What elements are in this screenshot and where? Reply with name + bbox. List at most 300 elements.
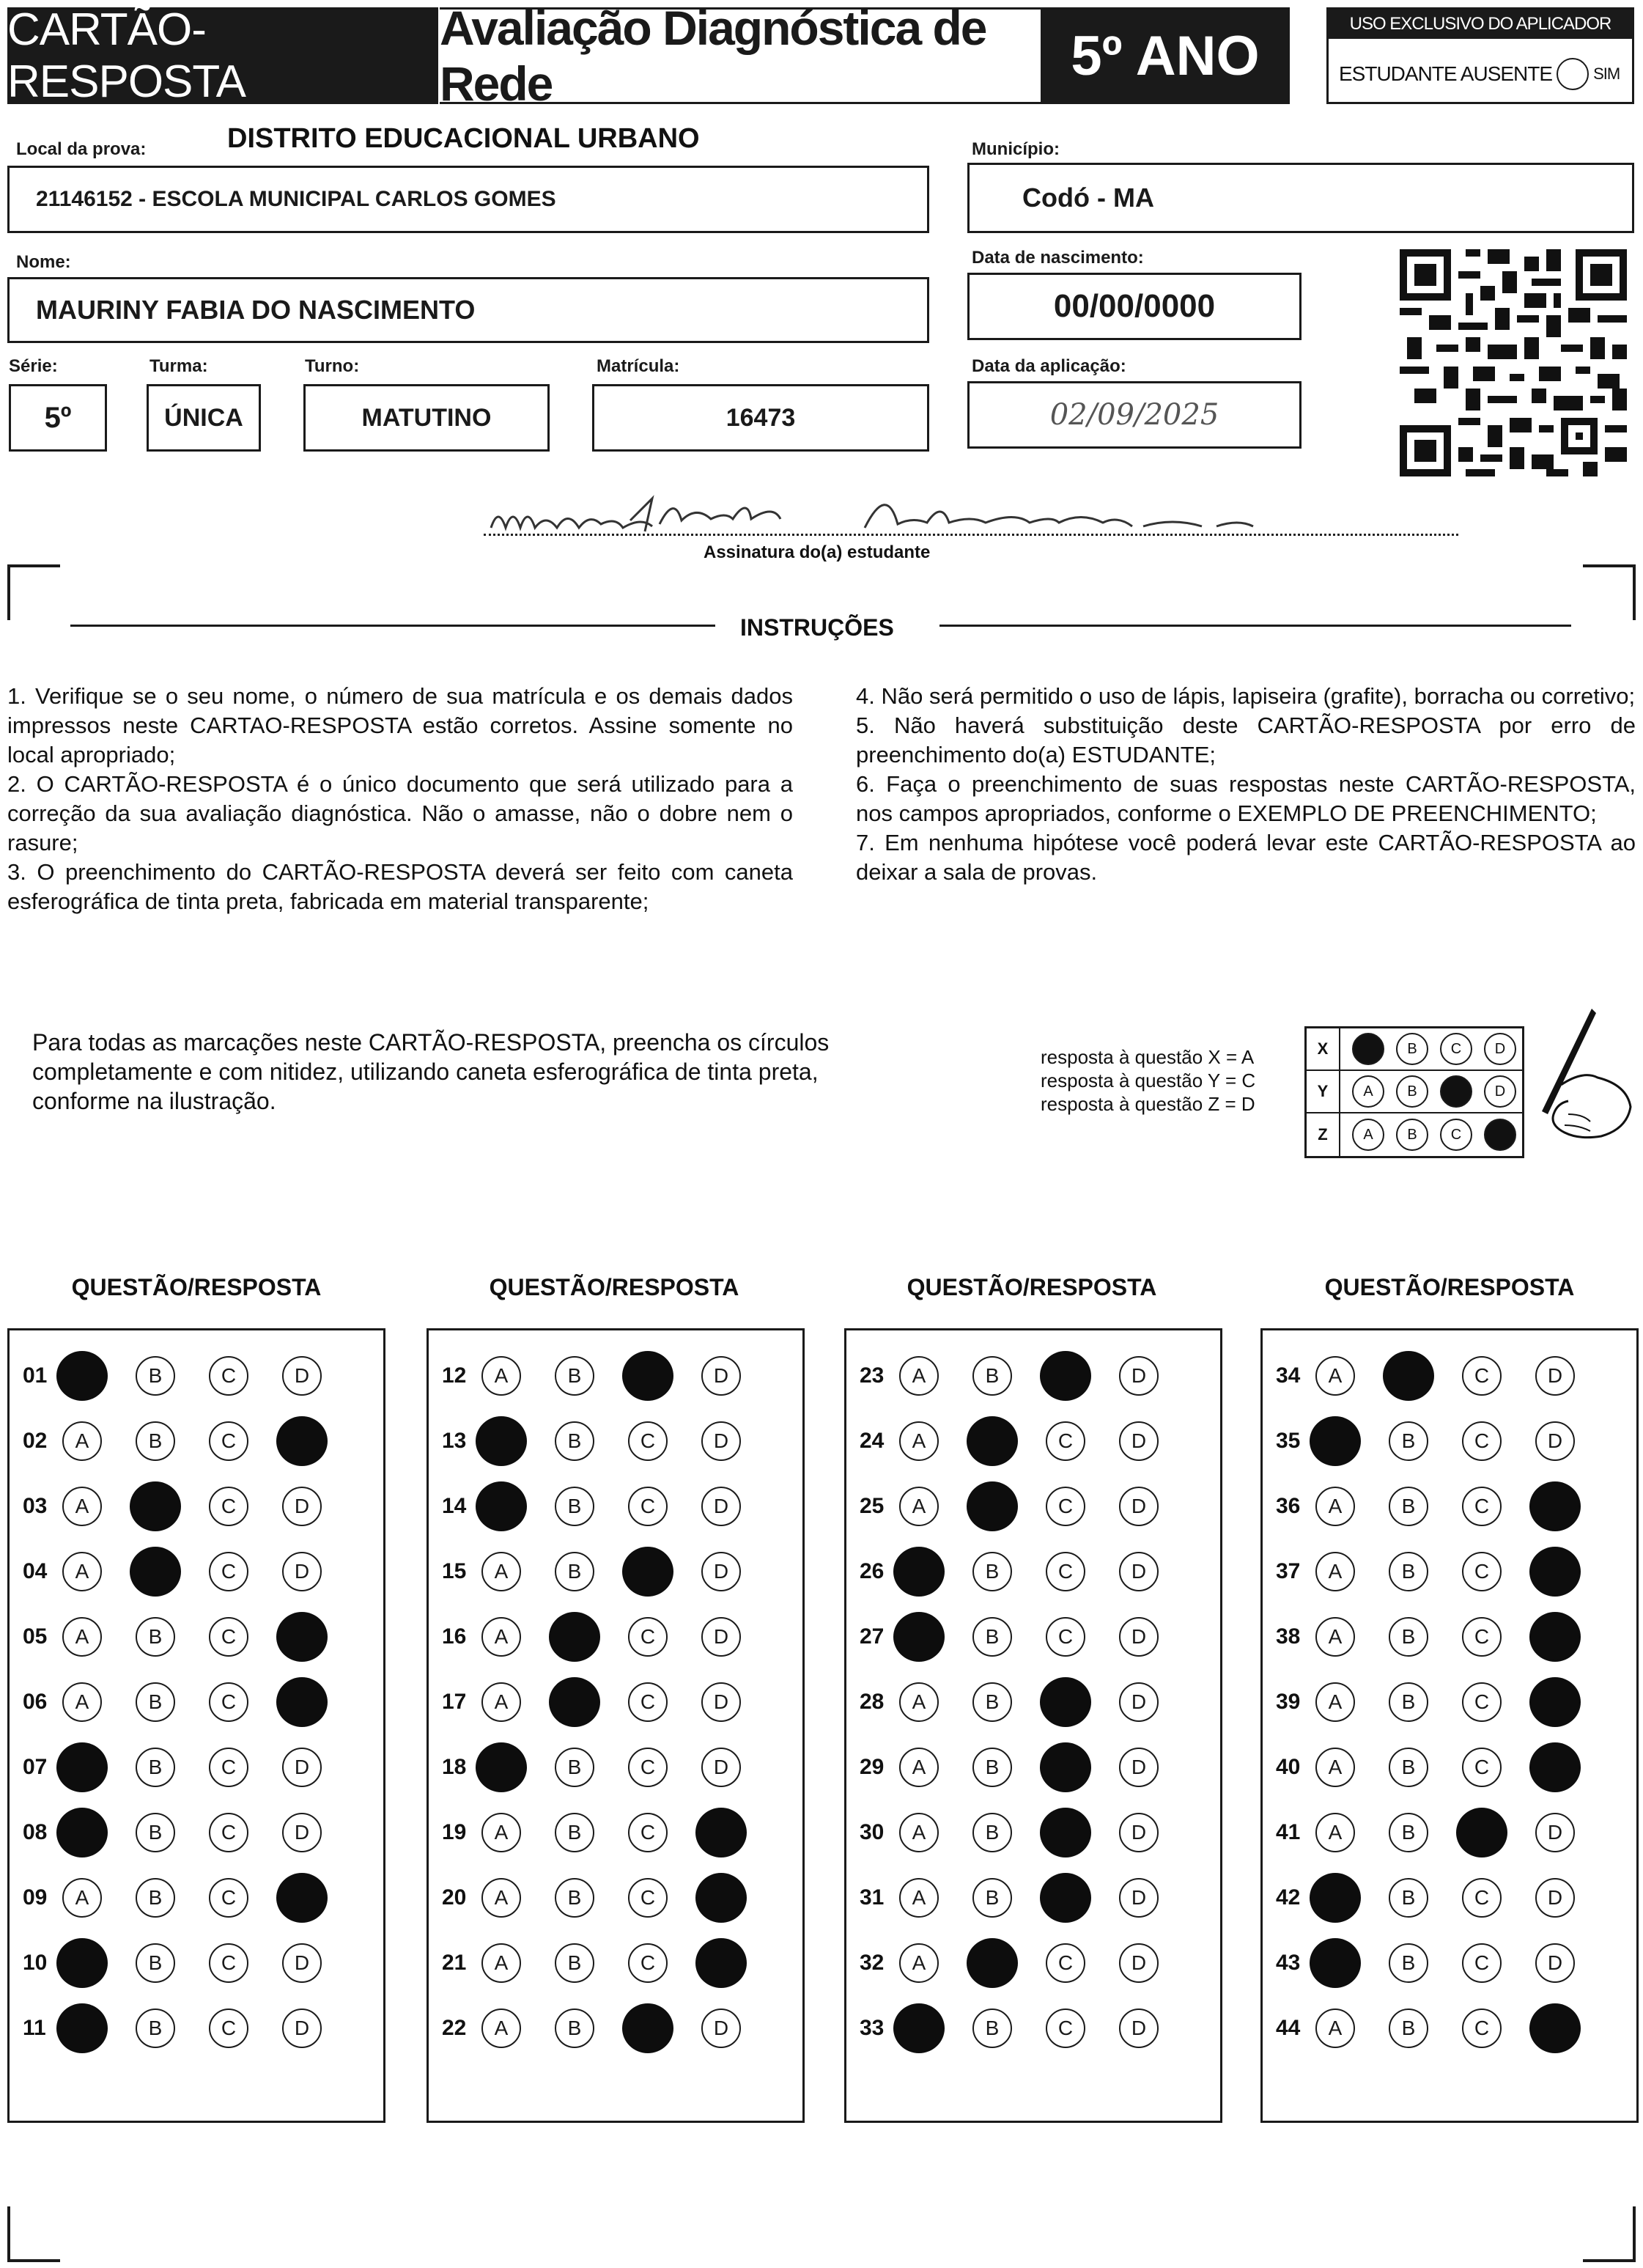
answer-bubble-b[interactable]: B — [555, 1813, 594, 1852]
answer-bubble-b[interactable]: B — [136, 1617, 175, 1657]
answer-bubble-a[interactable]: A — [899, 1682, 939, 1722]
answer-bubble-b[interactable]: B — [1389, 1878, 1428, 1918]
answer-bubble-d-marked[interactable] — [695, 1808, 747, 1858]
aplicacao-field — [967, 381, 1302, 449]
answer-bubble-b[interactable]: B — [555, 1552, 594, 1591]
answer-bubble-a-marked[interactable] — [893, 1612, 945, 1662]
answer-bubble-a[interactable]: A — [899, 1878, 939, 1918]
answer-bubble-c[interactable]: C — [628, 1421, 668, 1461]
answer-bubble-b[interactable]: B — [555, 1421, 594, 1461]
question-number: 20 — [442, 1885, 467, 1910]
question-number: 11 — [23, 2016, 46, 2040]
question-number: 25 — [860, 1494, 885, 1518]
answer-bubble-c-marked[interactable] — [1456, 1808, 1507, 1858]
answer-row — [429, 1484, 775, 1528]
answer-bubble-c[interactable]: C — [1046, 1617, 1085, 1657]
instruction-item: 4. Não será permitido o uso de lápis, lapiseira (grafite), borracha ou corretivo; — [856, 683, 1636, 709]
answer-bubble-c[interactable]: C — [1462, 1878, 1502, 1918]
answer-bubble-d-marked[interactable] — [276, 1612, 328, 1662]
question-number: 19 — [442, 1820, 467, 1844]
example-row — [1307, 1071, 1522, 1113]
answer-bubble-b[interactable]: B — [1389, 1813, 1428, 1852]
answer-bubble-b[interactable]: B — [136, 2009, 175, 2048]
answer-bubble-c[interactable]: C — [209, 1356, 248, 1396]
question-number: 35 — [1276, 1429, 1301, 1453]
instruction-item: 5. Não haverá substituição deste CARTÃO-RESPOSTA por erro de preenchimento do(a) ESTUDANTE; — [856, 713, 1636, 767]
answer-bubble-c[interactable]: C — [209, 1682, 248, 1722]
answer-column-4 — [1260, 1328, 1639, 2123]
municipio-label: Município: — [972, 139, 1060, 159]
example-row-key: Z — [1307, 1113, 1340, 1156]
turno-value: MATUTINO — [361, 403, 492, 432]
answer-bubble-b[interactable]: B — [972, 1748, 1012, 1787]
answer-bubble-b[interactable]: B — [1389, 1682, 1428, 1722]
serie-field — [9, 384, 107, 452]
signature-line — [484, 534, 1458, 536]
answer-bubble-b[interactable]: B — [1389, 1748, 1428, 1787]
answer-bubble-c-marked[interactable] — [1040, 1873, 1091, 1923]
question-number: 18 — [442, 1755, 467, 1779]
answer-bubble-d[interactable]: D — [1119, 1356, 1159, 1396]
answer-bubble-c-marked[interactable] — [622, 1547, 673, 1597]
answer-bubble-c[interactable]: C — [628, 1617, 668, 1657]
serie-value: 5º — [44, 401, 72, 434]
instruction-item: 6. Faça o preenchimento de suas respostas neste CARTÃO-RESPOSTA, nos campos apropriados, conforme o EXEMPLO DE PREENCHIMENTO; — [856, 771, 1636, 826]
answer-row — [1263, 1680, 1609, 1724]
turma-value: ÚNICA — [164, 403, 243, 432]
instructions-left — [7, 682, 793, 916]
answer-row — [429, 1419, 775, 1463]
question-number: 02 — [23, 1429, 48, 1453]
answers-header-1: QUESTÃO/RESPOSTA — [71, 1274, 322, 1300]
answer-bubble-d[interactable]: D — [1119, 1421, 1159, 1461]
district-name: DISTRITO EDUCACIONAL URBANO — [227, 123, 700, 154]
answer-bubble-a[interactable]: A — [481, 1682, 521, 1722]
answer-bubble-d-marked[interactable] — [1529, 1547, 1581, 1597]
question-number: 31 — [860, 1885, 885, 1910]
answer-bubble-a-marked[interactable] — [893, 1547, 945, 1597]
question-number: 32 — [860, 1951, 885, 1975]
answer-bubble-a[interactable]: A — [1315, 1813, 1355, 1852]
answer-bubble-c[interactable]: C — [1046, 1487, 1085, 1526]
answer-column-3 — [844, 1328, 1222, 2123]
question-number: 03 — [23, 1494, 48, 1518]
answer-bubble-c[interactable]: C — [1046, 1552, 1085, 1591]
answer-bubble-d[interactable]: D — [701, 2009, 741, 2048]
question-number: 15 — [442, 1559, 467, 1583]
question-number: 01 — [23, 1363, 48, 1388]
answer-bubble-a-marked[interactable] — [56, 1351, 108, 1401]
answer-bubble-d[interactable]: D — [701, 1617, 741, 1657]
matricula-label: Matrícula: — [597, 356, 680, 376]
answer-bubble-a[interactable]: A — [62, 1552, 102, 1591]
answer-bubble-b[interactable]: B — [1389, 2009, 1428, 2048]
answer-bubble-a-marked[interactable] — [56, 1808, 108, 1858]
answer-row — [10, 1811, 355, 1855]
aplicacao-label: Data da aplicação: — [972, 356, 1126, 376]
example-bubble-d: D — [1484, 1033, 1516, 1065]
answer-bubble-b[interactable]: B — [1389, 1421, 1428, 1461]
answer-bubble-c[interactable]: C — [209, 1421, 248, 1461]
answer-bubble-a-marked[interactable] — [476, 1416, 527, 1466]
answer-bubble-c[interactable]: C — [209, 1813, 248, 1852]
instr-rule-left — [70, 625, 715, 627]
answer-bubble-c[interactable]: C — [1462, 1617, 1502, 1657]
question-number: 37 — [1276, 1559, 1301, 1583]
answer-bubble-d-marked[interactable] — [1529, 2003, 1581, 2053]
question-number: 34 — [1276, 1363, 1301, 1388]
answer-row — [429, 1354, 775, 1398]
answer-bubble-c-marked[interactable] — [1040, 1808, 1091, 1858]
answer-bubble-d[interactable]: D — [701, 1682, 741, 1722]
answer-bubble-b-marked[interactable] — [130, 1481, 181, 1531]
answer-bubble-d-marked[interactable] — [276, 1873, 328, 1923]
answer-bubble-d[interactable]: D — [1119, 1487, 1159, 1526]
answer-row — [846, 1811, 1192, 1855]
answer-bubble-d[interactable]: D — [701, 1487, 741, 1526]
grade-badge: 5º ANO — [1041, 7, 1290, 104]
answer-row — [10, 1354, 355, 1398]
fill-example-legend — [1041, 1045, 1255, 1116]
question-number: 38 — [1276, 1624, 1301, 1649]
answer-bubble-c[interactable]: C — [209, 1748, 248, 1787]
answer-bubble-c[interactable]: C — [628, 1682, 668, 1722]
answer-row — [846, 1354, 1192, 1398]
answer-column-1 — [7, 1328, 385, 2123]
example-bubble-b: B — [1396, 1033, 1428, 1065]
answer-row — [429, 1941, 775, 1985]
answer-bubble-b[interactable]: B — [136, 1748, 175, 1787]
serie-label: Série: — [9, 356, 58, 376]
example-bubble-d: D — [1484, 1075, 1516, 1108]
answer-bubble-c-marked[interactable] — [1040, 1677, 1091, 1727]
answer-row — [1263, 1941, 1609, 1985]
answer-bubble-a[interactable]: A — [1315, 1617, 1355, 1657]
answer-bubble-a-marked[interactable] — [476, 1481, 527, 1531]
answer-bubble-a[interactable]: A — [1315, 1356, 1355, 1396]
answer-bubble-a[interactable]: A — [62, 1617, 102, 1657]
instruction-item: 1. Verifique se o seu nome, o número de sua matrícula e os demais dados impressos neste CARTAO-RESPOSTA estão corretos. Assine somente no local apropriado; — [7, 683, 793, 767]
answer-bubble-b[interactable]: B — [555, 1943, 594, 1983]
corner-mark-top-left — [7, 564, 60, 620]
answer-bubble-d-marked[interactable] — [695, 1873, 747, 1923]
fill-example-grid — [1304, 1026, 1524, 1158]
answer-bubble-d-marked[interactable] — [276, 1677, 328, 1727]
answer-bubble-d[interactable]: D — [1535, 1356, 1575, 1396]
answer-bubble-d[interactable]: D — [1119, 2009, 1159, 2048]
question-number: 42 — [1276, 1885, 1301, 1910]
answer-bubble-a-marked[interactable] — [893, 2003, 945, 2053]
answer-bubble-a[interactable]: A — [899, 1356, 939, 1396]
aplicador-box — [1326, 7, 1634, 104]
answers-header-3: QUESTÃO/RESPOSTA — [907, 1274, 1157, 1300]
answer-bubble-a-marked[interactable] — [1310, 1873, 1361, 1923]
aplicador-strip: USO EXCLUSIVO DO APLICADOR — [1329, 10, 1632, 39]
answer-bubble-a[interactable]: A — [62, 1682, 102, 1722]
answer-bubble-c[interactable]: C — [209, 1943, 248, 1983]
nome-label: Nome: — [16, 252, 71, 272]
question-number: 06 — [23, 1690, 48, 1714]
turma-label: Turma: — [149, 356, 208, 376]
answer-bubble-c[interactable]: C — [1462, 1943, 1502, 1983]
answer-bubble-d-marked[interactable] — [1529, 1612, 1581, 1662]
answer-bubble-a[interactable]: A — [1315, 1682, 1355, 1722]
answer-bubble-b[interactable]: B — [136, 1878, 175, 1918]
answer-bubble-c[interactable]: C — [1462, 1748, 1502, 1787]
instruction-item: 3. O preenchimento do CARTÃO-RESPOSTA deverá ser feito com caneta esferográfica de tinta preta, fabricada em material transparente; — [7, 859, 793, 914]
answer-bubble-b[interactable]: B — [136, 1813, 175, 1852]
answer-bubble-b[interactable]: B — [972, 1682, 1012, 1722]
answer-row — [1263, 1615, 1609, 1659]
answers-header-4: QUESTÃO/RESPOSTA — [1324, 1274, 1575, 1300]
answer-bubble-d[interactable]: D — [1119, 1878, 1159, 1918]
answer-bubble-a[interactable]: A — [899, 1813, 939, 1852]
answer-bubble-b-marked[interactable] — [130, 1547, 181, 1597]
answer-bubble-c[interactable]: C — [1046, 1421, 1085, 1461]
answer-bubble-c[interactable]: C — [1462, 1487, 1502, 1526]
signature-label: Assinatura do(a) estudante — [704, 542, 931, 562]
answer-bubble-a[interactable]: A — [62, 1878, 102, 1918]
answer-bubble-d-marked[interactable] — [1529, 1481, 1581, 1531]
answer-bubble-d[interactable]: D — [701, 1748, 741, 1787]
matricula-field — [592, 384, 929, 452]
answer-bubble-a[interactable]: A — [62, 1421, 102, 1461]
answer-row — [10, 2006, 355, 2050]
answer-bubble-d-marked[interactable] — [695, 1938, 747, 1988]
answer-bubble-d[interactable]: D — [282, 1487, 322, 1526]
legend-line: resposta à questão Z = D — [1041, 1093, 1255, 1115]
answer-bubble-d[interactable]: D — [701, 1356, 741, 1396]
corner-mark-bottom-right — [1583, 2206, 1636, 2262]
answer-bubble-a[interactable]: A — [481, 1878, 521, 1918]
answer-bubble-c[interactable]: C — [1462, 1356, 1502, 1396]
answer-column-2 — [427, 1328, 805, 2123]
answer-bubble-a[interactable]: A — [62, 1487, 102, 1526]
answer-bubble-b-marked[interactable] — [967, 1938, 1018, 1988]
answer-bubble-b[interactable]: B — [972, 1813, 1012, 1852]
answer-bubble-d[interactable]: D — [282, 1552, 322, 1591]
question-number: 26 — [860, 1559, 885, 1583]
answer-bubble-b[interactable]: B — [972, 1617, 1012, 1657]
answer-bubble-d[interactable]: D — [282, 1813, 322, 1852]
example-bubble-c — [1440, 1075, 1472, 1108]
answer-bubble-b[interactable]: B — [972, 1356, 1012, 1396]
answer-row — [429, 1680, 775, 1724]
answer-row — [846, 1680, 1192, 1724]
question-number: 23 — [860, 1363, 885, 1388]
answer-bubble-d[interactable]: D — [1119, 1943, 1159, 1983]
answer-bubble-a[interactable]: A — [481, 1617, 521, 1657]
pen-hand-icon — [1510, 1004, 1634, 1151]
answer-bubble-b[interactable]: B — [136, 1356, 175, 1396]
answer-bubble-a[interactable]: A — [481, 1356, 521, 1396]
absent-student-option[interactable] — [1339, 58, 1620, 90]
answer-row — [1263, 1745, 1609, 1789]
example-row-key: X — [1307, 1028, 1340, 1069]
question-number: 05 — [23, 1624, 48, 1649]
answer-bubble-d[interactable]: D — [1119, 1617, 1159, 1657]
answer-bubble-d-marked[interactable] — [1529, 1677, 1581, 1727]
answer-bubble-c[interactable]: C — [628, 1878, 668, 1918]
answer-bubble-b[interactable]: B — [1389, 1487, 1428, 1526]
question-number: 04 — [23, 1559, 48, 1583]
answer-bubble-a[interactable]: A — [481, 1943, 521, 1983]
answer-bubble-c[interactable]: C — [1462, 1682, 1502, 1722]
local-label: Local da prova: — [16, 139, 147, 159]
answer-bubble-a[interactable]: A — [899, 1487, 939, 1526]
question-number: 09 — [23, 1885, 48, 1910]
example-bubble-c: C — [1440, 1033, 1472, 1065]
fill-example-text: Para todas as marcações neste CARTÃO-RESPOSTA, preencha os círculos completamente e com nitidez, utilizando caneta esferográfica de tinta preta, conforme na ilustração. — [32, 1029, 830, 1114]
answer-bubble-a[interactable]: A — [481, 1552, 521, 1591]
answer-row — [846, 1484, 1192, 1528]
answer-bubble-a-marked[interactable] — [1310, 1938, 1361, 1988]
turno-field — [303, 384, 550, 452]
answer-bubble-b[interactable]: B — [972, 2009, 1012, 2048]
answer-bubble-c[interactable]: C — [628, 1487, 668, 1526]
answer-bubble-a[interactable]: A — [1315, 1552, 1355, 1591]
answer-bubble-b-marked[interactable] — [1383, 1351, 1434, 1401]
answer-bubble-c-marked[interactable] — [622, 2003, 673, 2053]
answer-bubble-d[interactable]: D — [282, 2009, 322, 2048]
answer-bubble-b[interactable]: B — [1389, 1552, 1428, 1591]
answer-bubble-b-marked[interactable] — [967, 1416, 1018, 1466]
turma-field — [147, 384, 261, 452]
legend-line: resposta à questão Y = C — [1041, 1069, 1256, 1091]
answer-bubble-c-marked[interactable] — [1040, 1351, 1091, 1401]
answer-bubble-b[interactable]: B — [1389, 1617, 1428, 1657]
answer-bubble-c[interactable]: C — [209, 2009, 248, 2048]
example-bubble-a — [1352, 1033, 1384, 1065]
answer-bubble-a[interactable]: A — [899, 1421, 939, 1461]
answer-bubble-c[interactable]: C — [1046, 1943, 1085, 1983]
answer-bubble-d[interactable]: D — [1535, 1421, 1575, 1461]
question-number: 13 — [442, 1429, 467, 1453]
question-number: 30 — [860, 1820, 885, 1844]
answer-bubble-b[interactable]: B — [972, 1878, 1012, 1918]
answer-bubble-c[interactable]: C — [209, 1487, 248, 1526]
answer-bubble-d[interactable]: D — [701, 1552, 741, 1591]
answer-bubble-c[interactable]: C — [628, 1943, 668, 1983]
answer-bubble-d[interactable]: D — [1119, 1682, 1159, 1722]
answer-row — [10, 1745, 355, 1789]
instructions-title: INSTRUÇÕES — [740, 614, 894, 641]
instruction-item: 2. O CARTÃO-RESPOSTA é o único documento que será utilizado para a correção da sua avaliação diagnóstica. Não o amasse, não o dobre nem o rasure; — [7, 771, 793, 855]
answer-bubble-a-marked[interactable] — [56, 1742, 108, 1792]
answer-bubble-d[interactable]: D — [282, 1748, 322, 1787]
answer-bubble-c-marked[interactable] — [1040, 1742, 1091, 1792]
answer-row — [1263, 1354, 1609, 1398]
absent-circle[interactable] — [1557, 58, 1589, 90]
answer-bubble-c[interactable]: C — [209, 1617, 248, 1657]
answer-bubble-a[interactable]: A — [1315, 2009, 1355, 2048]
question-number: 22 — [442, 2016, 467, 2040]
answer-bubble-b[interactable]: B — [1389, 1943, 1428, 1983]
answer-bubble-b-marked[interactable] — [549, 1612, 600, 1662]
school-value: 21146152 - ESCOLA MUNICIPAL CARLOS GOMES — [36, 187, 556, 211]
answer-bubble-c[interactable]: C — [1462, 1421, 1502, 1461]
answer-bubble-a-marked[interactable] — [56, 1938, 108, 1988]
answer-bubble-a-marked[interactable] — [56, 2003, 108, 2053]
answer-bubble-d[interactable]: D — [1535, 1813, 1575, 1852]
answer-bubble-d-marked[interactable] — [1529, 1742, 1581, 1792]
answer-bubble-d-marked[interactable] — [276, 1416, 328, 1466]
answer-bubble-b-marked[interactable] — [549, 1677, 600, 1727]
answer-bubble-a[interactable]: A — [1315, 1487, 1355, 1526]
answer-row — [10, 1550, 355, 1594]
answer-row — [429, 1615, 775, 1659]
answer-bubble-b[interactable]: B — [972, 1552, 1012, 1591]
question-number: 44 — [1276, 2016, 1301, 2040]
question-number: 43 — [1276, 1951, 1301, 1975]
answer-bubble-b[interactable]: B — [555, 1878, 594, 1918]
answer-bubble-c[interactable]: C — [628, 1813, 668, 1852]
answer-bubble-a[interactable]: A — [899, 1748, 939, 1787]
answer-bubble-c[interactable]: C — [1462, 2009, 1502, 2048]
answer-bubble-d[interactable]: D — [1119, 1748, 1159, 1787]
answer-row — [846, 1941, 1192, 1985]
instruction-item: 7. Em nenhuma hipótese você poderá levar este CARTÃO-RESPOSTA ao deixar a sala de provas. — [856, 830, 1636, 885]
question-number: 41 — [1276, 1820, 1301, 1844]
answer-bubble-b[interactable]: B — [136, 1682, 175, 1722]
question-number: 28 — [860, 1690, 885, 1714]
question-number: 21 — [442, 1951, 467, 1975]
answer-row — [846, 1419, 1192, 1463]
answer-bubble-b-marked[interactable] — [967, 1481, 1018, 1531]
corner-mark-bottom-left — [7, 2206, 60, 2262]
answer-bubble-b[interactable]: B — [555, 1487, 594, 1526]
answer-bubble-d[interactable]: D — [701, 1421, 741, 1461]
answer-bubble-c[interactable]: C — [209, 1552, 248, 1591]
answer-bubble-b[interactable]: B — [136, 1943, 175, 1983]
answer-bubble-d[interactable]: D — [282, 1356, 322, 1396]
question-number: 39 — [1276, 1690, 1301, 1714]
example-row — [1307, 1028, 1522, 1071]
answer-row — [846, 2006, 1192, 2050]
answer-bubble-b[interactable]: B — [555, 1356, 594, 1396]
answer-bubble-b[interactable]: B — [555, 1748, 594, 1787]
example-row-key: Y — [1307, 1071, 1340, 1112]
question-number: 24 — [860, 1429, 885, 1453]
answer-bubble-a[interactable]: A — [899, 1943, 939, 1983]
answer-bubble-a[interactable]: A — [1315, 1748, 1355, 1787]
answer-bubble-b[interactable]: B — [555, 2009, 594, 2048]
answer-bubble-a-marked[interactable] — [1310, 1416, 1361, 1466]
answer-bubble-c[interactable]: C — [1462, 1552, 1502, 1591]
answer-row — [846, 1745, 1192, 1789]
answer-bubble-a[interactable]: A — [481, 2009, 521, 2048]
assessment-title: Avaliação Diagnóstica de Rede — [440, 7, 1041, 104]
answer-bubble-c[interactable]: C — [209, 1878, 248, 1918]
answer-bubble-d[interactable]: D — [1119, 1813, 1159, 1852]
answer-row — [1263, 1811, 1609, 1855]
answer-bubble-a[interactable]: A — [481, 1813, 521, 1852]
answer-row — [10, 1680, 355, 1724]
answer-bubble-d[interactable]: D — [282, 1943, 322, 1983]
answer-bubble-d[interactable]: D — [1119, 1552, 1159, 1591]
answer-bubble-d[interactable]: D — [1535, 1943, 1575, 1983]
answer-bubble-c[interactable]: C — [1046, 2009, 1085, 2048]
answer-bubble-b[interactable]: B — [136, 1421, 175, 1461]
answer-bubble-c[interactable]: C — [628, 1748, 668, 1787]
question-number: 14 — [442, 1494, 467, 1518]
answer-row — [1263, 1484, 1609, 1528]
question-number: 29 — [860, 1755, 885, 1779]
answer-bubble-d[interactable]: D — [1535, 1878, 1575, 1918]
answer-bubble-c-marked[interactable] — [622, 1351, 673, 1401]
answer-row — [1263, 1876, 1609, 1920]
answer-bubble-a-marked[interactable] — [476, 1742, 527, 1792]
